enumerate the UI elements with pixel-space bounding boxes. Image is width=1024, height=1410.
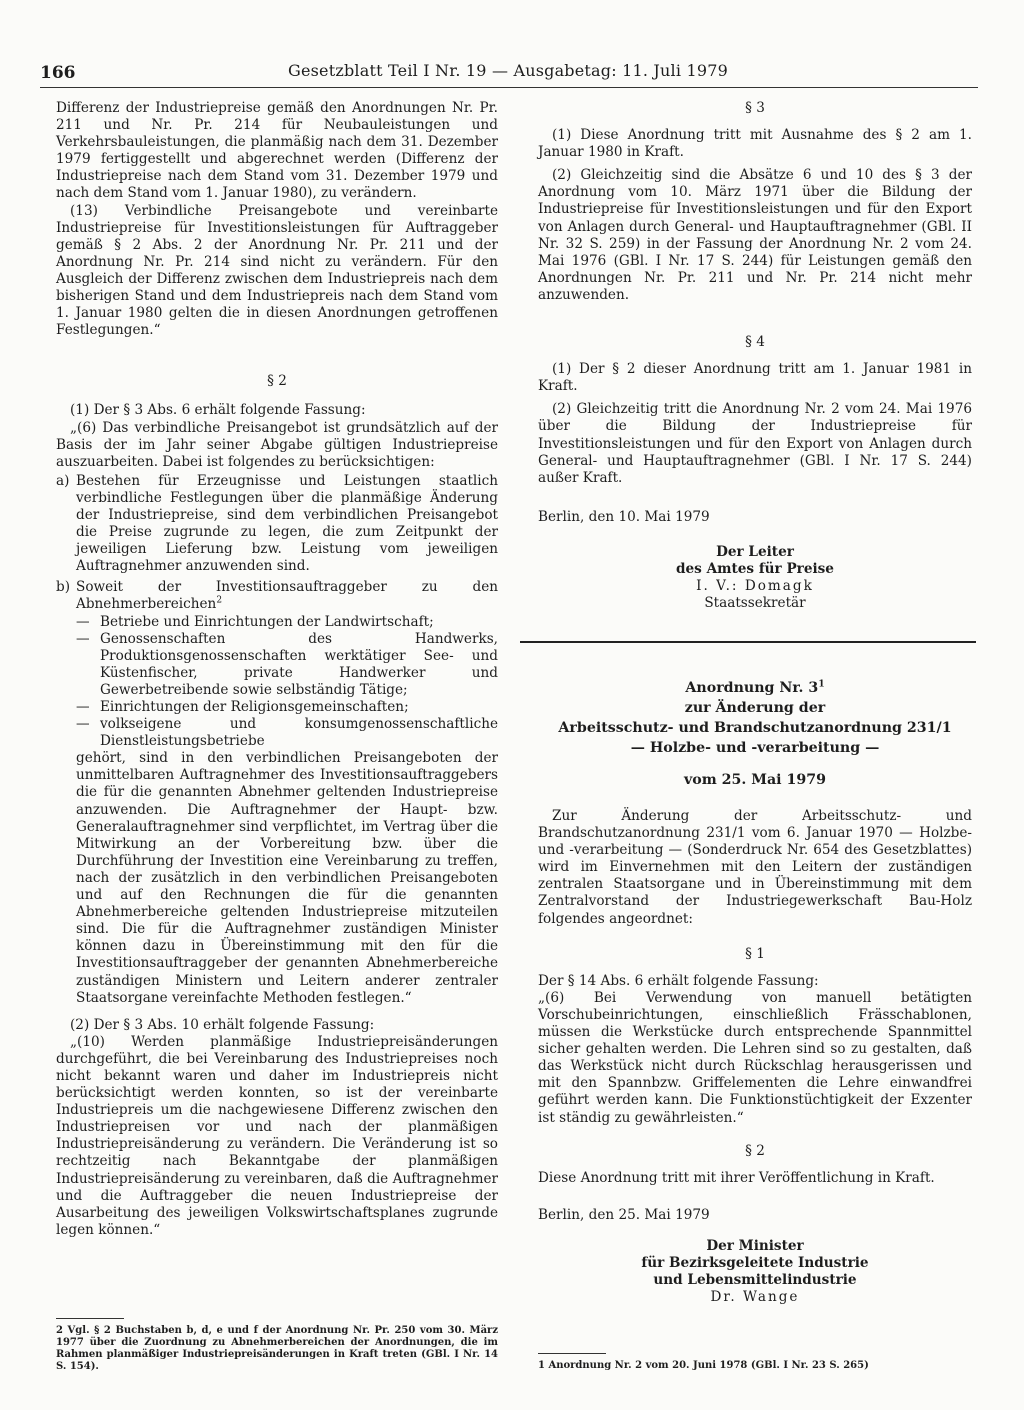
page-number: 166 bbox=[40, 63, 76, 83]
paragraph: (1) Der § 2 dieser Anordnung tritt am 1. Januar 1981 in Kraft. bbox=[538, 361, 972, 395]
item-text: Einrichtungen der Religionsgemeinschaften; bbox=[100, 699, 409, 715]
title-text: Anordnung Nr. 3 bbox=[685, 680, 819, 696]
list-item bbox=[76, 716, 498, 750]
running-title: Gesetzblatt Teil I Nr. 19 — Ausgabetag: 11. Juli 1979 bbox=[288, 61, 728, 80]
paragraph-10: „(10) Werden planmäßige Industriepreisänderungen durchgeführt, die bei Vereinbarung des Industriepreises noch nicht bekannt waren und daher im Industriepreis nicht berücksichtigt werden konnten, so ist der vereinbarte Industriepreis um die nachgewiesene Differenz zwischen den Industriepreisen vor und nach der planmäßigen Industriepreisänderung zu verändern. Die Veränderung ist so rechtzeitig nach Bekanntgabe der planmäßigen Industriepreisänderung zu vereinbaren, daß die Auftragnehmer und die Auftraggeber die neuen Industriepreise der Ausarbeitung des jeweiligen Volkswirtschaftsplanes zugrunde legen können.“ bbox=[56, 1033, 498, 1238]
item-marker: a) bbox=[56, 472, 70, 489]
ordinance-title: zur Änderung der bbox=[684, 700, 826, 716]
signatory-name: I. V.: Domagk bbox=[696, 578, 814, 595]
item-text: Genossenschaften des Handwerks, Produktionsgenossenschaften werktätiger See- und Küstenfischer, private Handwerker und Gewerbetreibende sowie selbständig Tätige; bbox=[100, 630, 498, 698]
footnote: 1 Anordnung Nr. 2 vom 20. Juni 1978 (GBl. I Nr. 23 S. 265) bbox=[538, 1360, 869, 1371]
footnote: 2 Vgl. § 2 Buchstaben b, d, e und f der Anordnung Nr. Pr. 250 vom 30. März 1977 über die Zuordnung zu Abnehmerbereichen der Anordnungen, die im Rahmen planmäßiger Industriepreisänderungen in Kraft treten (GBl. I Nr. 14 S. 154). bbox=[56, 1325, 498, 1372]
signature-line: des Amtes für Preise bbox=[676, 560, 834, 577]
left-column bbox=[56, 100, 498, 1239]
paragraph: Differenz der Industriepreise gemäß den Anordnungen Nr. Pr. 211 und Nr. Pr. 214 für Neubauleistungen und Verkehrsbauleistungen, die planmäßig nach dem 31. Dezember 1979 fertiggestellt und abgerechnet werden (Differenz der Industriepreise nach dem Stand vom 31. Dezember 1979 und nach dem Stand vom 1. Januar 1980), zu verändern. bbox=[56, 100, 498, 202]
footnote-rule bbox=[538, 1353, 606, 1354]
item-text: Bestehen für Erzeugnisse und Leistungen staatlich verbindliche Festlegungen über die planmäßige Änderung der Industriepreise, sind dem verbindlichen Preisangebot die Preise zugrunde zu legen, die zum Zeitpunkt der jeweiligen Lieferung bzw. Leistung vom jeweiligen Auftragnehmer anzuwenden sind. bbox=[76, 472, 498, 575]
place-date: Berlin, den 10. Mai 1979 bbox=[538, 508, 710, 525]
signature-line: Der Leiter bbox=[716, 543, 794, 560]
right-footnote-area bbox=[538, 1353, 972, 1372]
right-column bbox=[538, 100, 972, 612]
section-heading-2: § 2 bbox=[745, 1142, 765, 1159]
place-date: Berlin, den 25. Mai 1979 bbox=[538, 1206, 710, 1223]
paragraph: Der § 14 Abs. 6 erhält folgende Fassung: bbox=[538, 972, 819, 989]
footnote-rule bbox=[56, 1318, 124, 1319]
section-heading-4: § 4 bbox=[745, 334, 765, 351]
paragraph-6: „(6) Bei Verwendung von manuell betätigten Vorschubeinrichtungen, einschließlich Frässchablonen, müssen die Werkstücke durch entsprechende Spannmittel sicher gehalten werden. Die Lehren sind so zu gestalten, daß das Werkstück nicht durch Rückschlag herausgerissen und mit den Spannbzw. Griffelementen die Lehre einwandfrei geführt werden kann. Die Funktionstüchtigkeit der Exzenter ist ständig zu gewährleisten.“ bbox=[538, 989, 972, 1126]
list-item bbox=[76, 631, 498, 699]
left-footnote-area bbox=[56, 1318, 498, 1373]
list-item bbox=[76, 614, 498, 631]
ordinance-title bbox=[538, 678, 972, 698]
signatory-name: Dr. Wange bbox=[710, 1289, 800, 1306]
paragraph: Diese Anordnung tritt mit ihrer Veröffentlichung in Kraft. bbox=[538, 1169, 935, 1186]
paragraph: (2) Gleichzeitig tritt die Anordnung Nr. 2 vom 24. Mai 1976 über die Bildung der Industriepreise für Investitionsleistungen und für den Export von Anlagen durch General- und Hauptauftragnehmer (GBl. I Nr. 17 S. 244) außer Kraft. bbox=[538, 401, 972, 486]
dash-marker: — bbox=[76, 613, 90, 630]
ordinance-date: vom 25. Mai 1979 bbox=[684, 772, 826, 788]
dash-list bbox=[76, 614, 498, 751]
paragraph-6: „(6) Das verbindliche Preisangebot ist grundsätzlich auf der Basis der im Jahr seiner Abgabe gültigen Industriepreise auszuarbeiten. Dabei ist folgendes zu berücksichtigen: bbox=[56, 419, 498, 470]
item-list bbox=[56, 473, 498, 1007]
signature-block bbox=[538, 544, 972, 612]
signature-line: Der Minister bbox=[706, 1237, 804, 1254]
signature-line: für Bezirksgeleitete Industrie bbox=[641, 1254, 869, 1271]
section-heading-2: § 2 bbox=[267, 373, 287, 390]
preamble: Zur Änderung der Arbeitsschutz- und Brandschutzanordnung 231/1 vom 6. Januar 1970 — Holzbe- und -verarbeitung — (Sonderdruck Nr. 654 des Gesetzblattes) wird im Einvernehmen mit den Leitern der zuständigen zentralen Staatsorgane und in Übereinstimmung mit dem Zentralvorstand der Industriegewerkschaft Bau-Holz folgendes angeordnet: bbox=[538, 808, 972, 927]
signatory-title: Staatssekretär bbox=[704, 595, 806, 612]
item-text: volkseigene und konsumgenossenschaftliche Dienstleistungsbetriebe bbox=[100, 716, 498, 750]
paragraph: (2) Gleichzeitig sind die Absätze 6 und 10 des § 3 der Anordnung vom 10. März 1971 über die Bildung der Industriepreise für Investitionsleistungen und für den Export von Anlagen durch General- und Hauptauftragnehmer (GBl. II Nr. 32 S. 259) in der Fassung der Anordnung Nr. 2 vom 24. Mai 1976 (GBl. I Nr. 17 S. 244) für Leistungen gemäß den Anordnungen Nr. Pr. 211 und Nr. Pr. 214 nicht mehr anzuwenden. bbox=[538, 167, 972, 303]
section-heading-1: § 1 bbox=[745, 945, 765, 962]
dash-marker: — bbox=[76, 699, 90, 715]
item-text: Betriebe und Einrichtungen der Landwirtschaft; bbox=[100, 613, 434, 630]
dash-marker: — bbox=[76, 716, 90, 733]
paragraph: (2) Der § 3 Abs. 10 erhält folgende Fassung: bbox=[70, 1016, 375, 1033]
item-text: Soweit der Investitionsauftraggeber zu den Abnehmerbereichen bbox=[76, 579, 498, 613]
paragraph-13: (13) Verbindliche Preisangebote und vereinbarte Industriepreise für Investitionsleistungen für Auftraggeber gemäß § 2 Abs. 2 der Anordnung Nr. Pr. 211 und der Anordnung Nr. Pr. 214 sind nicht zu verändern. Für den Ausgleich der Differenz zwischen dem Industriepreis nach dem bisherigen Stand und dem Industriepreis nach dem Stand vom 1. Januar 1980 gelten die in diesen Anordnungen getroffenen Festlegungen.“ bbox=[56, 202, 498, 339]
list-item-a bbox=[56, 473, 498, 576]
list-item-b bbox=[56, 579, 498, 1006]
section-divider bbox=[520, 641, 976, 643]
paragraph: (1) Der § 3 Abs. 6 erhält folgende Fassung: bbox=[70, 402, 366, 419]
ordinance-subtitle: — Holzbe- und -verarbeitung — bbox=[630, 740, 880, 756]
paragraph: gehört, sind in den verbindlichen Preisangeboten der unmittelbaren Auftragnehmer des Investitionsauftraggebers die für die genannten Abnehmer geltenden Industriepreise anzuwenden. Die Auftragnehmer der Haupt- bzw. Generalauftragnehmer sind verpflichtet, im Vertrag über die Mitwirkung an der Vorbereitung bzw. über die Durchführung der Investition eine Vereinbarung zu treffen, nach der zusätzlich in den verbindlichen Preisangeboten und auf den Rechnungen die für die genannten Abnehmerbereiche geltenden Industriepreise mitzuteilen sind. Die für die Auftragnehmer zuständigen Minister können dazu in Übereinstimmung mit den für die Investitionsauftraggeber der genannten Abnehmerbereiche zuständigen Ministern und Leitern anderer zentraler Staatsorgane vereinfachte Methoden festlegen.“ bbox=[76, 750, 498, 1006]
ordinance-block bbox=[538, 678, 972, 1306]
dash-marker: — bbox=[76, 630, 90, 647]
paragraph: (1) Diese Anordnung tritt mit Ausnahme des § 2 am 1. Januar 1980 in Kraft. bbox=[538, 127, 972, 161]
header-rule bbox=[40, 87, 978, 88]
list-item bbox=[76, 699, 498, 716]
item-marker: b) bbox=[56, 579, 71, 596]
signature-block bbox=[538, 1238, 972, 1306]
ordinance-title: Arbeitsschutz- und Brandschutzanordnung 231/1 bbox=[558, 720, 952, 736]
footnote-ref: 1 bbox=[818, 679, 825, 690]
footnote-ref: 2 bbox=[216, 595, 223, 606]
section-heading-3: § 3 bbox=[745, 100, 765, 116]
signature-line: und Lebensmittelindustrie bbox=[653, 1272, 857, 1289]
